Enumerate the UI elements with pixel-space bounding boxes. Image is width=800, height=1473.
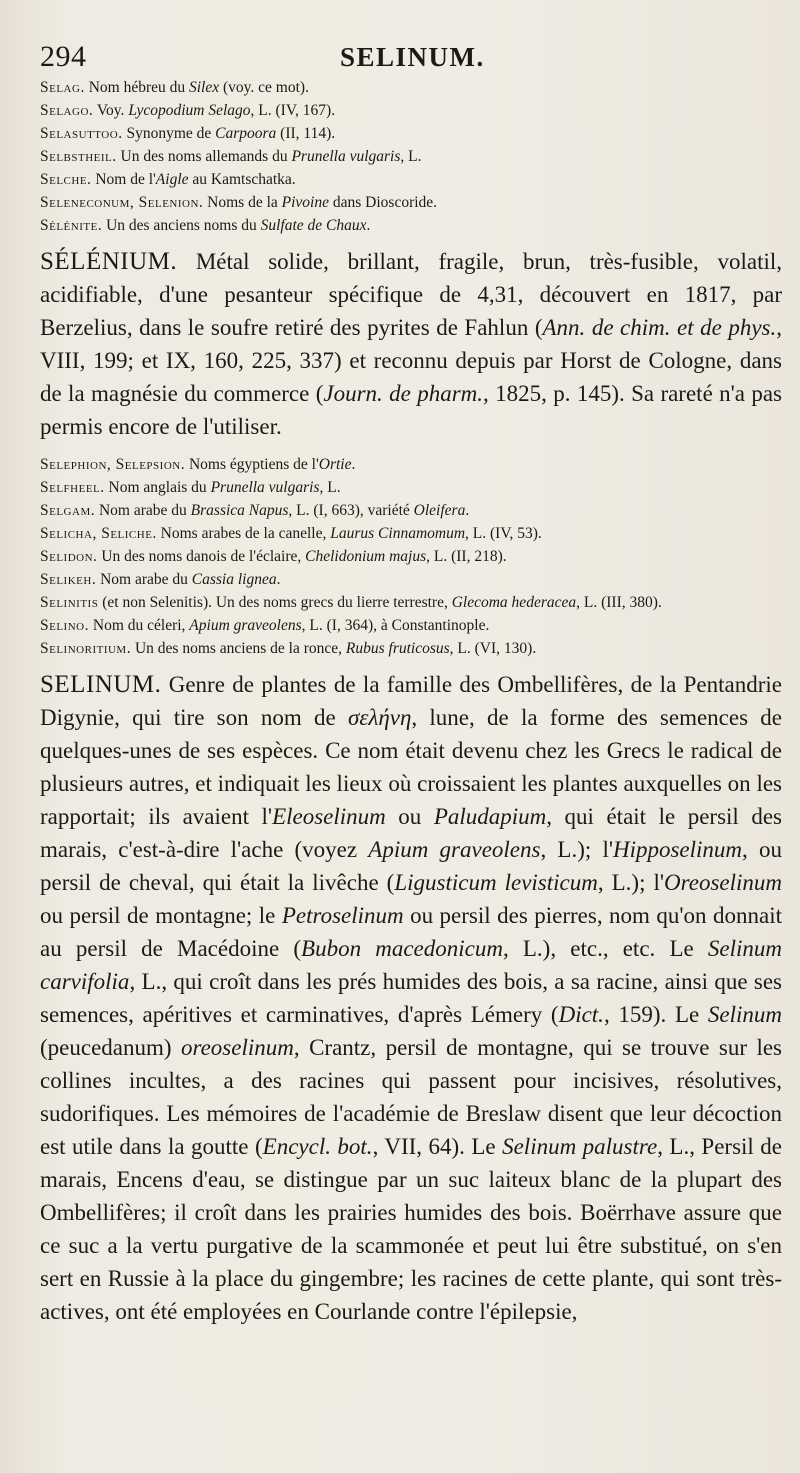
entry-text: Nom anglais du <box>104 479 211 496</box>
entry-text: Métal solide, brillant, fragile, brun, très-fusible, volatil, acidifiable, d'une pesanteur spécifique de 4,31, découvert en 1817, par Berzelius, dans le soufre retiré des pyrites de Fahlun ( <box>40 249 782 340</box>
entry-text: . <box>465 502 470 519</box>
entry-italic: Sulfate de Chaux <box>260 217 367 234</box>
entry-text: , L., qui croît dans les prés humides des bois, a sa racine, ainsi que ses semences, apéritives et carminatives, d'après Lémery ( <box>40 969 782 1027</box>
entry-head: Selasuttoo. <box>40 125 123 142</box>
entry-head: Selino. <box>40 617 89 634</box>
entry-head: Selfheel. <box>40 479 105 496</box>
entry-text: , L.); l' <box>597 870 665 895</box>
entry-selenium <box>40 245 788 443</box>
entry-text: Nom de l' <box>91 171 156 188</box>
taxon: Eleoselinum <box>272 804 386 829</box>
entry-text: , lune, de la forme des semences de quelques-unes de ses espèces. Ce nom était devenu chez les Grecs le radical de plusieurs autres, et indiquait les lieux où croissaient les plantes auxquelles on les rapportait; ils avaient l' <box>40 705 782 829</box>
entry-italic: Aigle <box>155 171 189 188</box>
entry-head: Selgam. <box>40 502 96 519</box>
entry-italic: Glecoma hederacea <box>451 594 577 611</box>
entry <box>40 145 788 168</box>
entry <box>40 191 788 214</box>
entry-text: , L. (IV, 53). <box>465 525 542 542</box>
entry-text: , L. (IV, 167). <box>250 102 336 119</box>
entry-text: , L.); l' <box>540 837 613 862</box>
entry-head: Selephion, Selepsion. <box>40 456 186 473</box>
entry-text: Un des noms danois de l'éclaire, <box>97 548 306 565</box>
taxon: oreoselinum <box>181 1035 294 1060</box>
running-head: SELINUM. <box>340 42 485 72</box>
entry-italic: Lycopodium Selago <box>128 102 251 119</box>
entry-text: Nom du céleri, <box>89 617 190 634</box>
entry <box>40 214 788 237</box>
entry-text: , L. (I, 364), à Constantinople. <box>301 617 490 634</box>
entry <box>40 545 788 568</box>
entry-text: Nom arabe du <box>96 571 192 588</box>
taxon: Selinum <box>707 1002 783 1027</box>
entry-head: Selche. <box>40 171 92 188</box>
entry-text: , 159). Le <box>603 1002 708 1027</box>
entry-italic: Prunella vulgaris <box>210 479 320 496</box>
entry-text: , L. (I, 663), variété <box>288 502 414 519</box>
taxon: Oreoselinum <box>664 870 782 895</box>
entry-italic: Silex <box>189 79 220 96</box>
entry <box>40 568 788 591</box>
entry-head: Selag. <box>40 79 85 96</box>
entry <box>40 522 788 545</box>
entry-text: Noms égyptiens de l' <box>185 456 319 473</box>
entry-text: , ou persil de cheval, qui était la livêche ( <box>40 837 782 895</box>
entry <box>40 99 788 122</box>
taxon: Selinum palustre <box>502 1134 658 1159</box>
entry-italic: Rubus fruticosus <box>345 640 450 657</box>
taxon: Petroselinum <box>281 903 404 928</box>
page-number: 294 <box>40 40 87 73</box>
taxon: Ligusticum levisticum <box>394 870 598 895</box>
entry <box>40 476 788 499</box>
entry <box>40 637 788 660</box>
entry-text: au Kamtschatka. <box>188 171 296 188</box>
entry-text: Un des anciens noms du <box>102 217 261 234</box>
entry-head: Selikeh. <box>40 571 97 588</box>
citation: Journ. de pharm. <box>323 381 484 406</box>
entry-text: ou persil de montagne; le <box>40 903 282 928</box>
entry-text: Noms de la <box>203 194 282 211</box>
entry-text: , VII, 64). Le <box>372 1134 503 1159</box>
entry-italic: Apium graveolens <box>189 617 302 634</box>
entry-text: Voy. <box>93 102 129 119</box>
entry-text: Un des noms allemands du <box>116 148 292 165</box>
entry-text: , L. <box>319 479 341 496</box>
entry-text: (et non Selenitis). Un des noms grecs du lierre terrestre, <box>98 594 452 611</box>
entry <box>40 76 788 99</box>
entry-head: Selinoritium. <box>40 640 132 657</box>
entry-italic: Laurus Cinnamomum <box>330 525 466 542</box>
entry <box>40 168 788 191</box>
entry-head: Selbstheil. <box>40 148 117 165</box>
entry-text: Genre de plantes de la famille des Ombellifères, de la Pentandrie Digynie, qui tire son nom de <box>40 672 782 730</box>
entry-italic: Carpoora <box>215 125 277 142</box>
taxon: Apium graveolens <box>368 837 541 862</box>
entry-text: . <box>276 571 281 588</box>
entry-text: , Crantz, persil de montagne, qui se trouve sur les collines incultes, a des racines qui passent pour incisives, résolutives, sudorifiques. Les mémoires de l'académie de Breslaw disent que leur décoction est utile dans la goutte ( <box>40 1035 782 1159</box>
taxon: Paludapium <box>433 804 547 829</box>
entry-text: (peucedanum) <box>40 1035 181 1060</box>
entry <box>40 614 788 637</box>
entry-head: Selicha, Seliche. <box>40 525 157 542</box>
entry-head: SELINUM. <box>40 671 162 698</box>
entry-text: , L. (II, 218). <box>426 548 507 565</box>
entry-head: Seleneconum, Selenion. <box>40 194 204 211</box>
entry-head: Selinitis <box>40 594 99 611</box>
entry-italic: Brassica Napus <box>190 502 289 519</box>
entry-head: Selago. <box>40 102 94 119</box>
entry-text: , VIII, 199; et IX, 160, 225, 337) et reconnu depuis par Horst de Cologne, dans de la magnésie du commerce ( <box>40 315 782 406</box>
entry-text: , L., Persil de marais, Encens d'eau, se distingue par un suc laiteux blanc de la plupart des Ombellifères; il croît dans les prairies humides des bois. Boërrhave assure que ce suc a la vertu purgative de la scammonée et peut lui être substitué, on s'en sert en Russie à la place du gingembre; les racines de cette plante, qui sont très-actives, ont été employées en Courlande contre l'épilepsie, <box>40 1134 782 1324</box>
entry-italic: Oleifera <box>413 502 466 519</box>
entry <box>40 453 788 476</box>
entry <box>40 122 788 145</box>
entry-selinum <box>40 668 788 1328</box>
entry-text: dans Dioscoride. <box>329 194 438 211</box>
entry-text: , 1825, p. 145). Sa rareté n'a pas permis encore de l'utiliser. <box>40 381 782 439</box>
taxon: Selinum carvifolia <box>40 936 782 994</box>
entry-text: Synonyme de <box>122 125 216 142</box>
entry <box>40 591 788 614</box>
entries-top <box>40 76 788 237</box>
taxon: Bubon macedonicum <box>301 936 503 961</box>
entry-text: . <box>351 456 356 473</box>
entry-text: , L.), etc., etc. Le <box>502 936 708 961</box>
greek-word: σελήνη <box>347 705 412 730</box>
entry-head: Selidon. <box>40 548 98 565</box>
entry-text: Un des noms anciens de la ronce, <box>131 640 346 657</box>
entry-italic: Pivoine <box>281 194 329 211</box>
entry-text: Noms arabes de la canelle, <box>156 525 331 542</box>
entry-text: , L. <box>400 148 422 165</box>
entry-text: (II, 114). <box>276 125 336 142</box>
entry-text: ou <box>385 804 434 829</box>
entry-text: . <box>366 217 371 234</box>
entry-italic: Ortie <box>318 456 352 473</box>
entry-text: (voy. ce mot). <box>219 79 309 96</box>
entry-text: , L. (VI, 130). <box>449 640 537 657</box>
entry-italic: Chelidonium majus <box>305 548 427 565</box>
entry <box>40 499 788 522</box>
entry-text: , qui était le persil des marais, c'est-à-dire l'ache (voyez <box>40 804 783 862</box>
entry-head: Sélénite. <box>40 217 103 234</box>
entry-italic: Cassia lignea <box>191 571 277 588</box>
entries-mid <box>40 453 788 660</box>
entry-text: ou persil des pierres, nom qu'on donnait au persil de Macédoine ( <box>40 903 782 961</box>
entry-text: Nom hébreu du <box>84 79 189 96</box>
citation: Dict. <box>558 1002 604 1027</box>
entry-text: Nom arabe du <box>95 502 191 519</box>
page-header <box>40 40 788 74</box>
entry-text: , L. (III, 380). <box>576 594 662 611</box>
entry-italic: Prunella vulgaris <box>291 148 401 165</box>
entry-head: SÉLÉNIUM. <box>40 248 178 275</box>
citation: Encycl. bot. <box>262 1134 373 1159</box>
taxon: Hipposelinum <box>612 837 743 862</box>
citation: Ann. de chim. et de phys. <box>542 315 777 340</box>
